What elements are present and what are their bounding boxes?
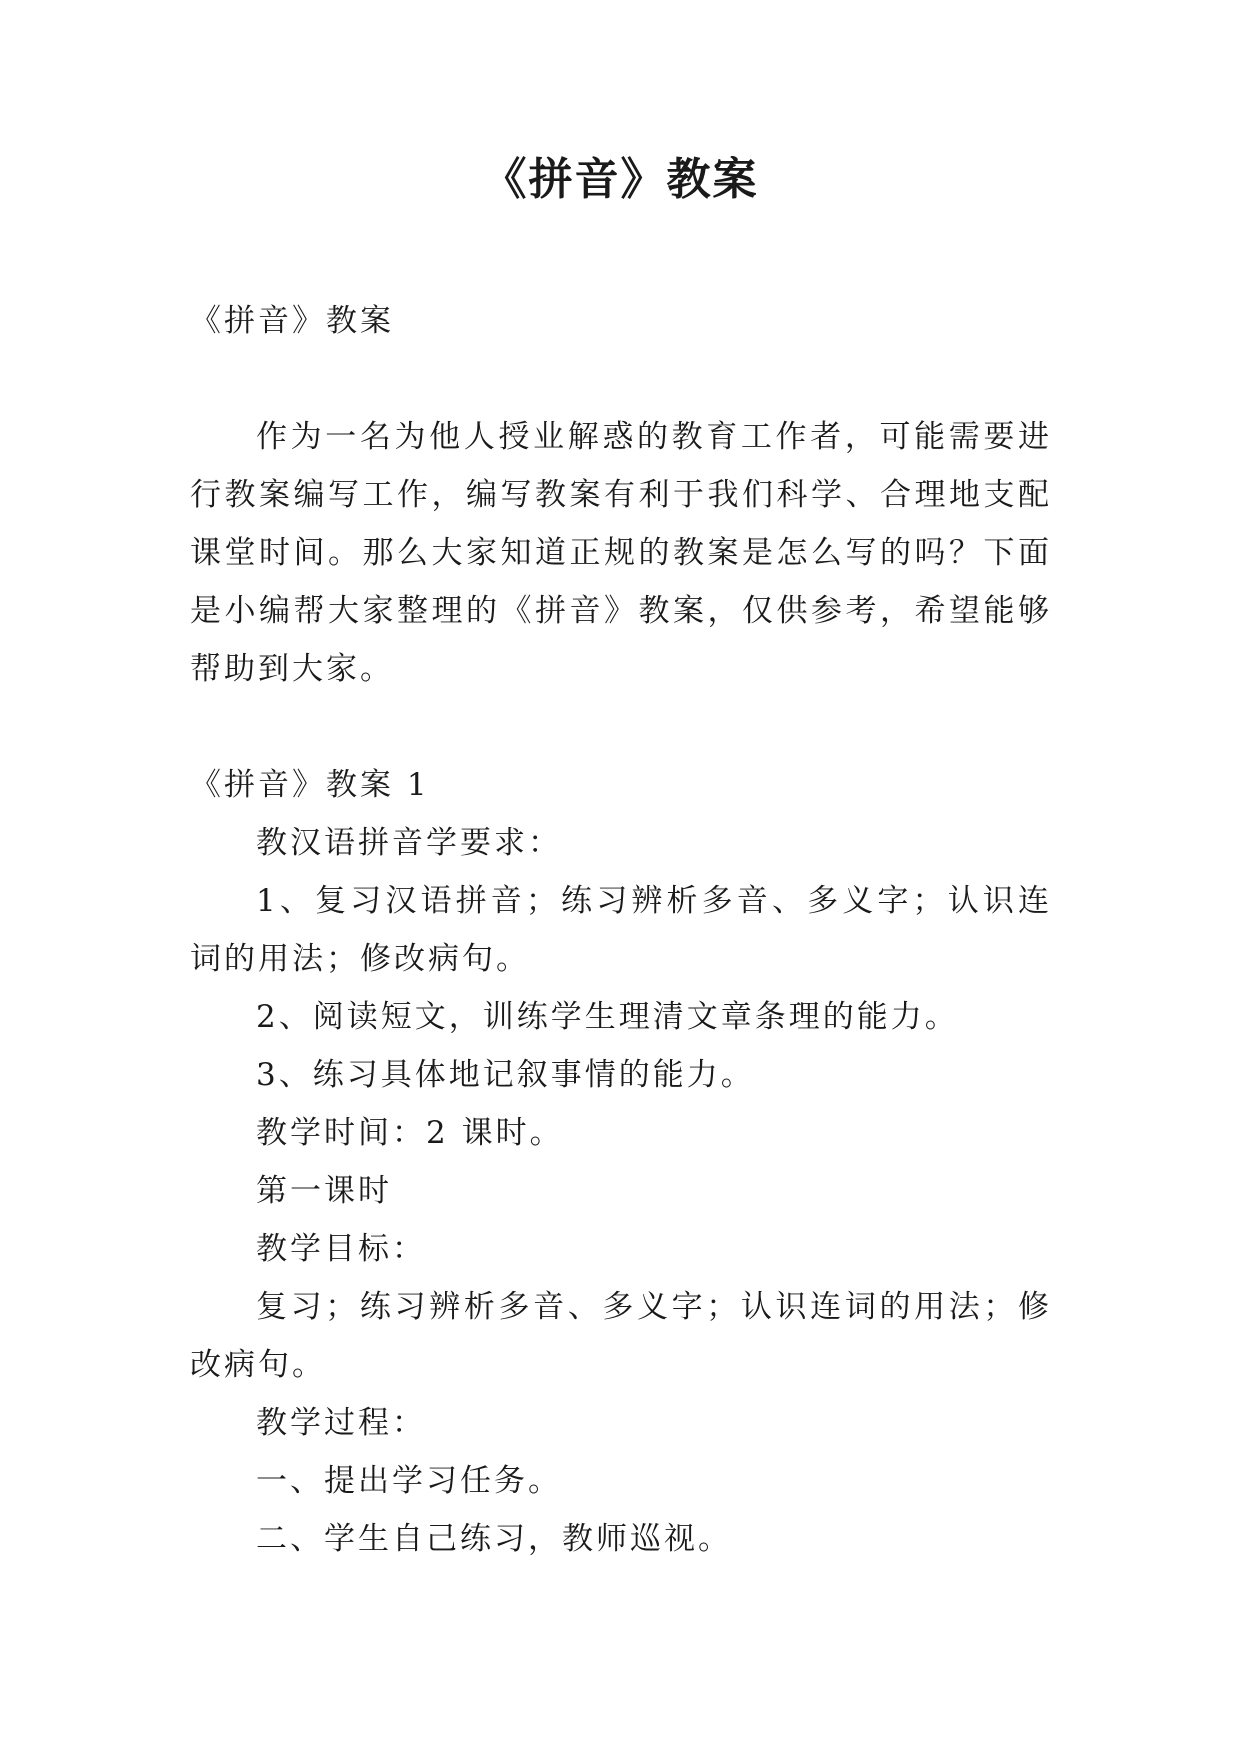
paragraph: 2、阅读短文，训练学生理清文章条理的能力。: [256, 999, 959, 1035]
paragraph: 教学目标：: [256, 1231, 426, 1267]
intro-paragraph: 作为一名为他人授业解惑的教育工作者，可能需要进行教案编写工作，编写教案有利于我们科学、合理地支配课堂时间。那么大家知道正规的教案是怎么写的吗？下面是小编帮大家整理的《拼音》教案，仅供参考，希望能够帮助到大家。: [190, 419, 1052, 687]
document-title: 《拼音》教案: [482, 154, 759, 205]
document-heading: 《拼音》教案: [190, 303, 394, 339]
spacer: [190, 698, 1052, 756]
document-body: [190, 292, 1052, 1568]
paragraph: 教学过程：: [256, 1405, 426, 1441]
paragraph: 一、提出学习任务。: [256, 1463, 562, 1499]
paragraph: 复习；练习辨析多音、多义字；认识连词的用法；修改病句。: [190, 1289, 1052, 1383]
paragraph: 1、复习汉语拼音；练习辨析多音、多义字；认识连词的用法；修改病句。: [190, 883, 1052, 977]
paragraph: 第一课时: [256, 1173, 392, 1209]
spacer: [190, 350, 1052, 408]
paragraph: 3、练习具体地记叙事情的能力。: [256, 1057, 755, 1093]
paragraph: 教汉语拼音学要求：: [256, 825, 562, 861]
paragraph: 教学时间：2 课时。: [256, 1115, 564, 1151]
paragraph: 二、学生自己练习，教师巡视。: [256, 1521, 732, 1557]
section-title: 《拼音》教案 1: [190, 767, 430, 803]
